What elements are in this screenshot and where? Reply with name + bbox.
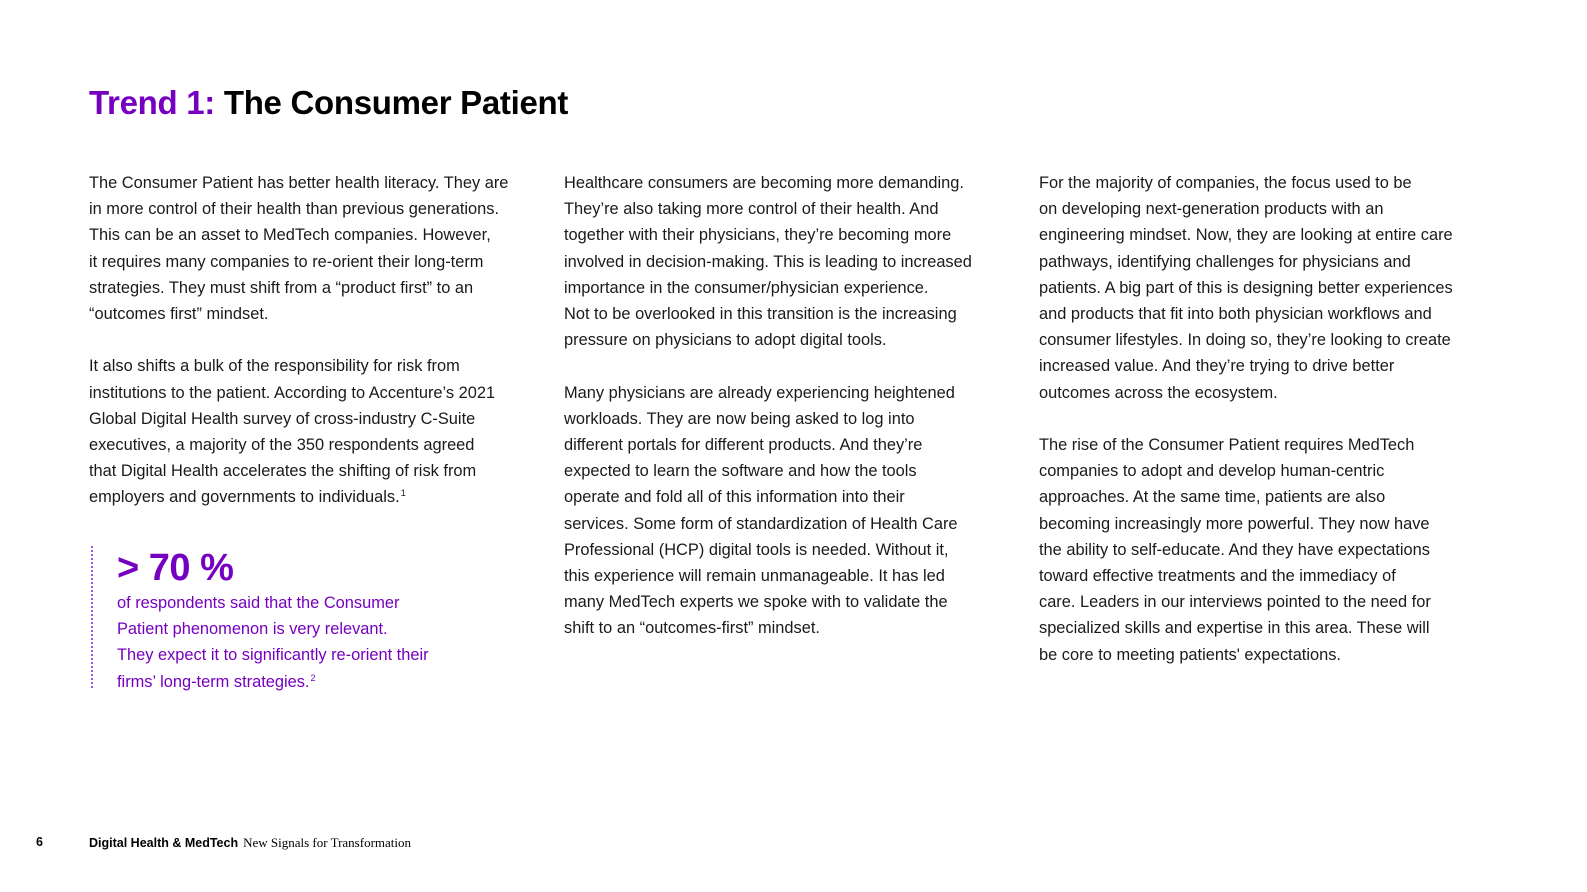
text-line: Many physicians are already experiencing heightened (564, 383, 955, 402)
text-line: toward effective treatments and the immediacy of (1039, 567, 1396, 586)
text-line: approaches. At the same time, patients are also (1039, 488, 1386, 507)
stat-description (117, 590, 497, 695)
paragraph (564, 170, 1009, 353)
footnote-marker[interactable]: 2 (310, 672, 316, 683)
paragraph (1039, 170, 1489, 406)
text-line: Patient phenomenon is very relevant. (117, 620, 388, 639)
text-line: in more control of their health than previous generations. (89, 200, 500, 219)
text-line: consumer lifestyles. In doing so, they’re looking to create (1039, 331, 1451, 350)
text-line: “outcomes first” mindset. (89, 305, 269, 324)
text-line: Not to be overlooked in this transition is the increasing (564, 305, 957, 324)
text-line: together with their physicians, they’re becoming more (564, 226, 952, 245)
text-line: The rise of the Consumer Patient requires MedTech (1039, 436, 1415, 455)
text-line: increased value. And they’re trying to drive better (1039, 357, 1395, 376)
text-line: many MedTech experts we spoke with to validate the (564, 593, 948, 612)
text-line: services. Some form of standardization of Health Care (564, 514, 958, 533)
text-line: They’re also taking more control of their health. And (564, 200, 939, 219)
text-line: institutions to the patient. According to Accenture’s 2021 (89, 383, 496, 402)
text-line: expected to learn the software and how the tools (564, 462, 917, 481)
page-title (89, 84, 568, 122)
paragraph (89, 353, 534, 510)
text-line: engineering mindset. Now, they are looking at entire care (1039, 226, 1453, 245)
text-line: pressure on physicians to adopt digital tools. (564, 331, 887, 350)
report-title: Digital Health & MedTech (89, 836, 239, 850)
text-line: importance in the consumer/physician experience. (564, 278, 929, 297)
text-line: For the majority of companies, the focus used to be (1039, 174, 1412, 192)
text-column-1 (89, 170, 534, 511)
page-number: 6 (36, 835, 43, 849)
text-line: employers and governments to individuals. (89, 488, 400, 507)
title-prefix: Trend 1: (89, 84, 215, 121)
text-line: strategies. They must shift from a “product first” to an (89, 278, 474, 297)
text-line: this experience will remain unmanageable. It has led (564, 567, 945, 586)
text-line: outcomes across the ecosystem. (1039, 383, 1278, 402)
text-line: This can be an asset to MedTech companies. However, (89, 226, 491, 245)
text-line: specialized skills and expertise in this area. These will (1039, 619, 1430, 638)
text-line: be core to meeting patients' expectations. (1039, 645, 1341, 664)
text-line: care. Leaders in our interviews pointed to the need for (1039, 593, 1431, 612)
footer-title (89, 835, 411, 851)
text-line: Global Digital Health survey of cross-industry C-Suite (89, 409, 476, 428)
text-line: pathways, identifying challenges for physicians and (1039, 252, 1411, 271)
text-line: on developing next-generation products with an (1039, 200, 1384, 219)
text-line: and products that fit into both physician workflows and (1039, 305, 1432, 324)
text-line: involved in decision-making. This is leading to increased (564, 252, 972, 271)
text-line: that Digital Health accelerates the shifting of risk from (89, 462, 477, 481)
stat-callout (91, 546, 497, 691)
stat-value: > 70 % (117, 547, 234, 589)
text-column-2 (564, 170, 1009, 642)
text-line: of respondents said that the Consumer (117, 594, 400, 612)
text-line: operate and fold all of this information into their (564, 488, 905, 507)
text-line: executives, a majority of the 350 respondents agreed (89, 436, 475, 455)
paragraph (564, 380, 1009, 642)
footnote-marker[interactable]: 1 (400, 488, 406, 499)
text-line-with-footnote (89, 484, 534, 510)
text-line: workloads. They are now being asked to log into (564, 409, 915, 428)
text-line: becoming increasingly more powerful. They now have (1039, 514, 1430, 533)
text-line: They expect it to significantly re-orient their (117, 646, 429, 665)
text-line: shift to an “outcomes-first” mindset. (564, 619, 820, 638)
text-line: firms’ long-term strategies. (117, 672, 310, 691)
report-subtitle: New Signals for Transformation (243, 835, 412, 850)
text-line: Professional (HCP) digital tools is needed. Without it, (564, 540, 949, 559)
title-main: The Consumer Patient (223, 84, 569, 121)
text-line: different portals for different products. And they’re (564, 436, 923, 455)
text-line: It also shifts a bulk of the responsibility for risk from (89, 357, 460, 376)
text-line: the ability to self-educate. And they have expectations (1039, 540, 1430, 559)
text-line: companies to adopt and develop human-centric (1039, 462, 1385, 481)
text-column-3 (1039, 170, 1489, 668)
text-line-with-footnote (117, 669, 497, 695)
paragraph (1039, 432, 1489, 668)
text-line: it requires many companies to re-orient their long-term (89, 252, 484, 271)
paragraph (89, 170, 534, 327)
text-line: patients. A big part of this is designing better experiences (1039, 278, 1453, 297)
page-footer (0, 835, 600, 853)
text-line: Healthcare consumers are becoming more demanding. (564, 174, 964, 192)
text-line: The Consumer Patient has better health literacy. They are (89, 174, 509, 192)
